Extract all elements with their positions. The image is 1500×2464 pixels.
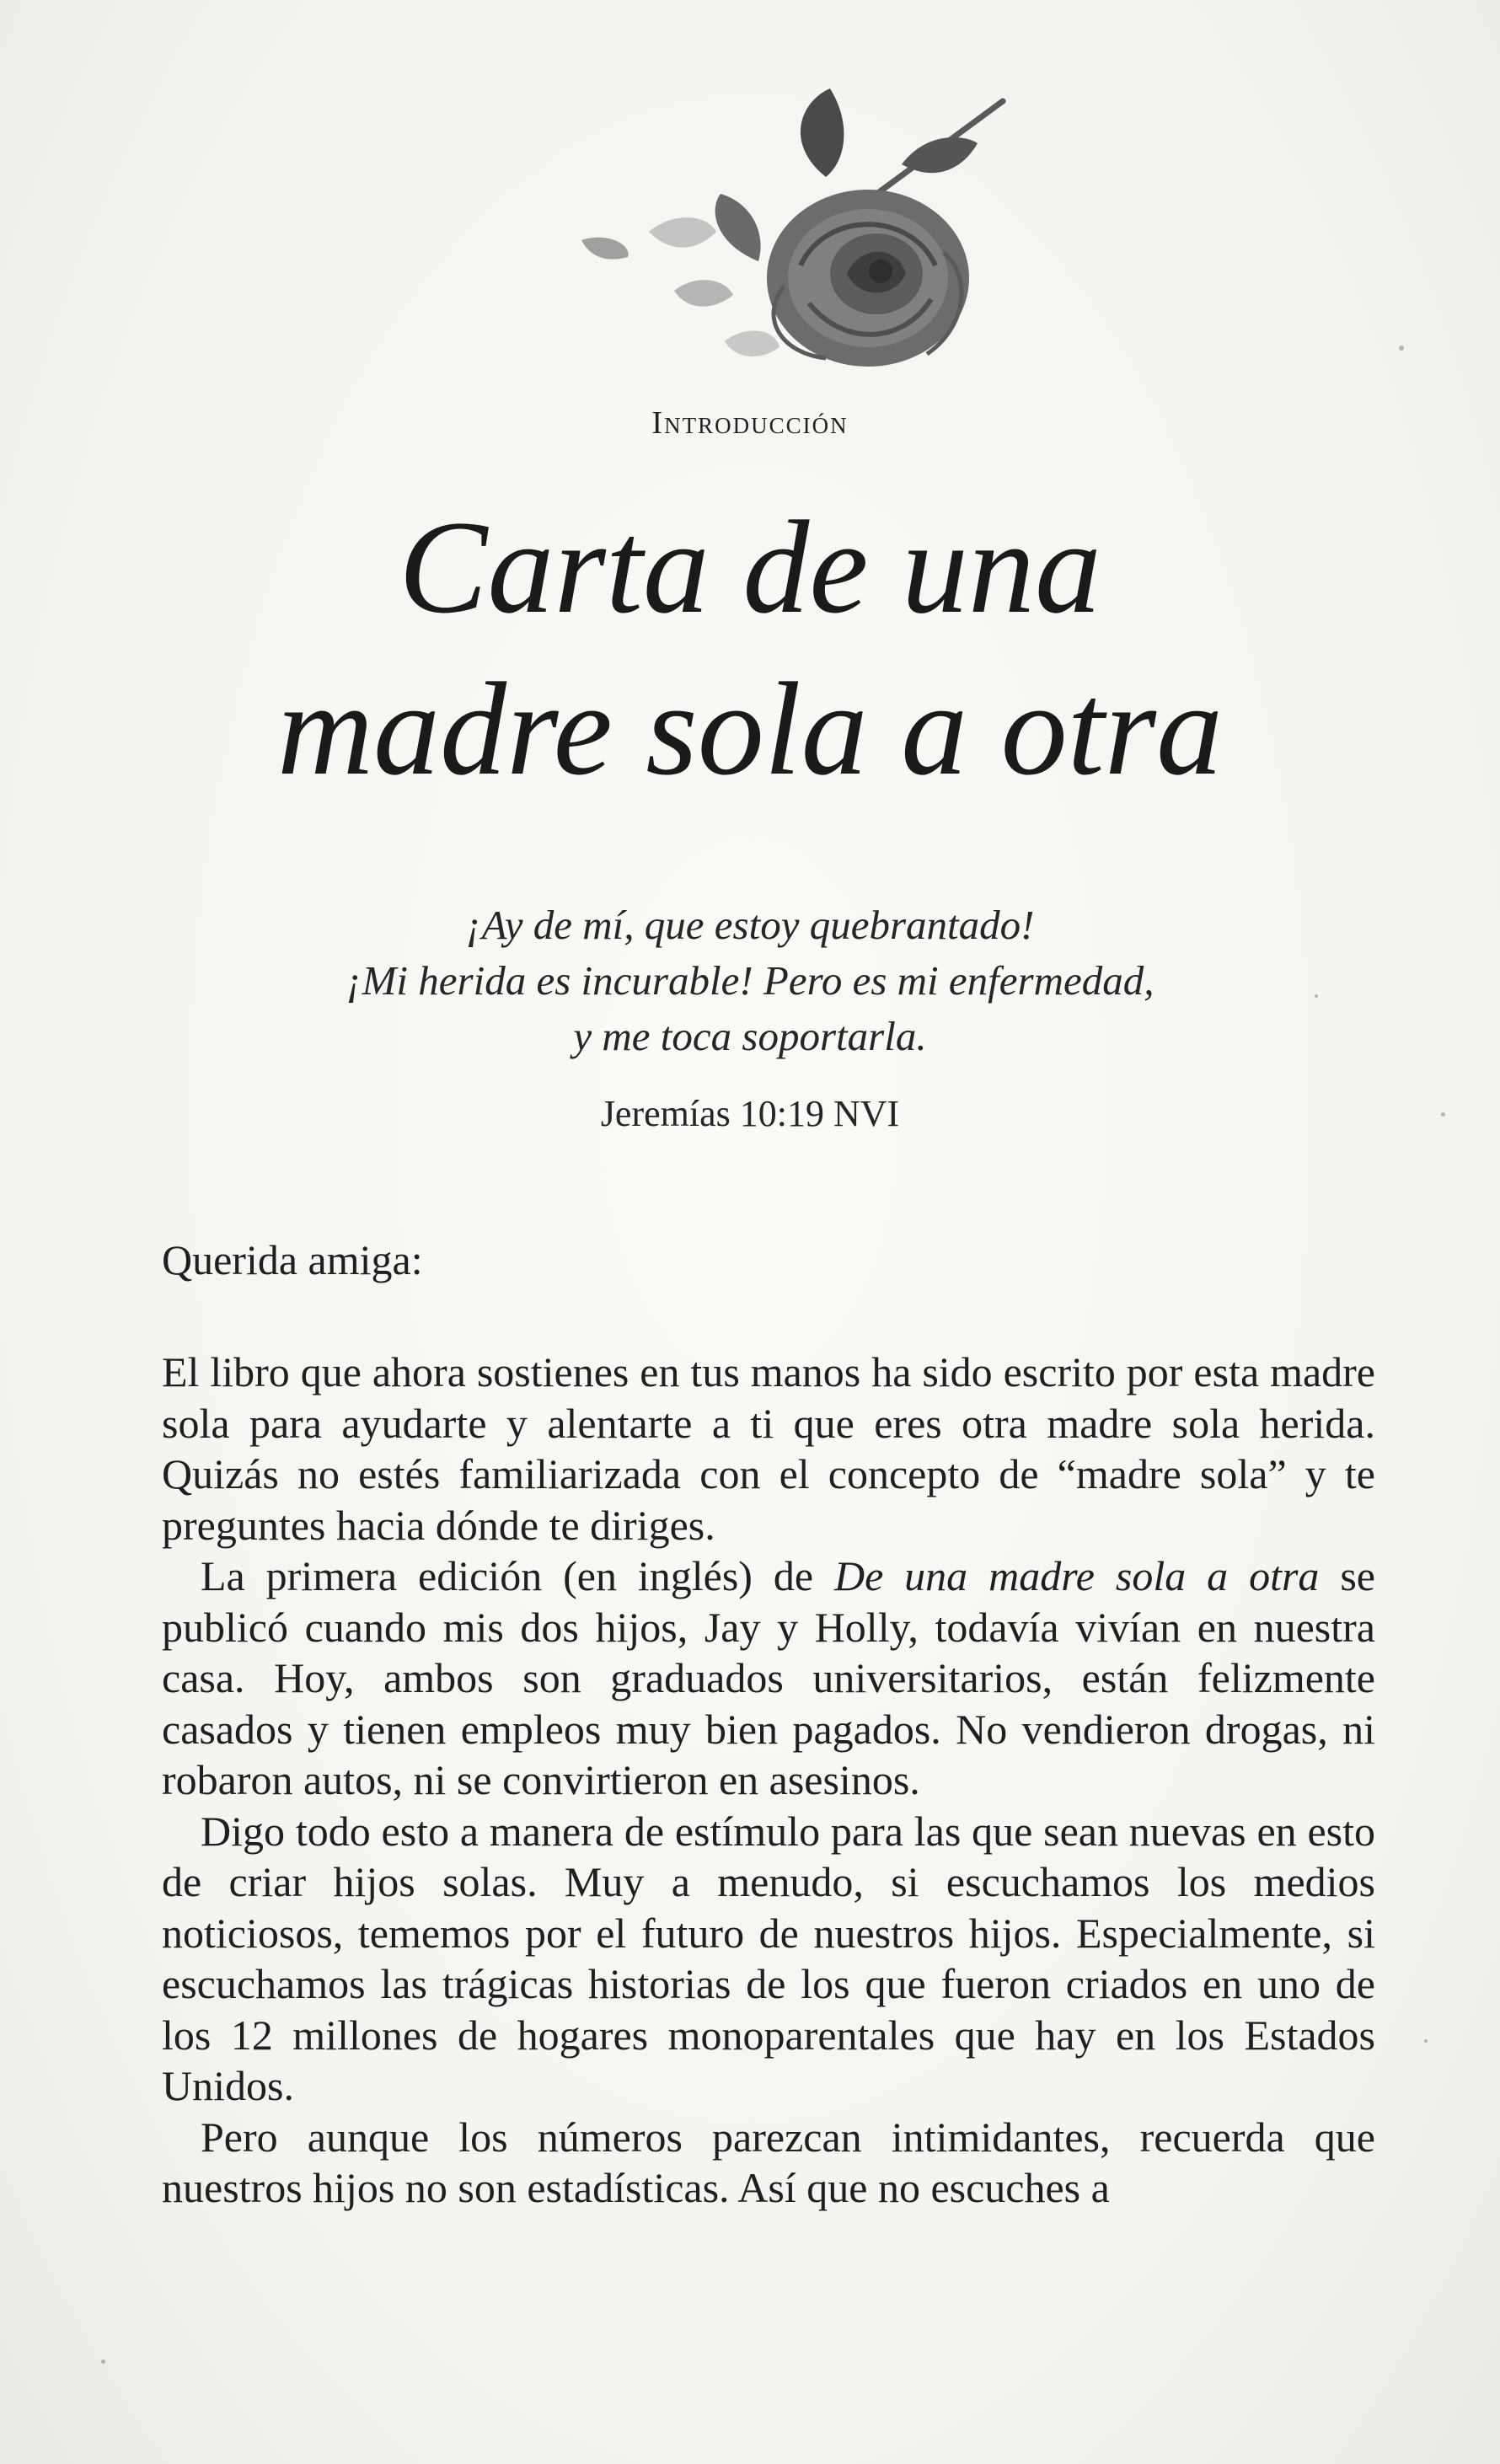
chapter-title-line-1: Carta de una [399,494,1101,641]
paper-speck [1424,2039,1428,2043]
chapter-title [0,487,1500,811]
paper-speck [1441,1112,1445,1117]
letter-paragraph-3: Digo todo esto a manera de estímulo para las que sean nuevas en esto de criar hijos solas. Muy a menudo, si escuchamos los medios noticiosos, tememos por el futuro de nuestros hijos. Especialmente, si escuchamos las trágicas historias de los que fueron criados en uno de los 12 millones de hogares monoparentales que hay en los Estados Unidos. [162,1807,1375,2109]
epigraph-line-1: ¡Ay de mí, que estoy quebrantado! [465,902,1035,948]
paper-speck [1399,345,1404,351]
letter-paragraph-4: Pero aunque los números parezcan intimidantes, recuerda que nuestros hijos no son estadísticas. Así que no escuches a [162,2113,1375,2211]
chapter-title-line-2: madre sola a otra [276,656,1224,803]
epigraph-line-2: ¡Mi herida es incurable! Pero es mi enfermedad, [346,957,1154,1004]
rose-icon [506,84,1028,404]
epigraph [169,897,1331,1064]
chapter-kicker: Introducción [651,405,849,441]
letter-paragraph-1: El libro que ahora sostienes en tus manos ha sido escrito por esta madre sola para ayudarte y alentarte a ti que eres otra madre sola herida. Quizás no estés familiarizada con el concepto de “madre sola” y te preguntes hacia dónde te diriges. [162,1348,1375,1549]
epigraph-reference: Jeremías 10:19 NVI [600,1093,900,1134]
letter-paragraph-2-after: se publicó cuando mis dos hijos, Jay y Holly, todavía vivían en nuestra casa. Hoy, ambos son graduados universitarios, están felizmente casados y tienen empleos muy bien pagados. No vendieron drogas, ni robaron autos, ni se convirtieron en asesinos. [162,1552,1375,1803]
letter-paragraph-2 [162,1551,1375,1806]
paper-speck [101,2360,105,2364]
letter-body [162,1347,1375,2214]
letter-salutation: Querida amiga: [162,1236,423,1283]
letter-paragraph-2-before: La primera edición (en inglés) de [201,1552,834,1599]
book-title: De una madre sola a otra [833,1552,1320,1599]
epigraph-line-3: y me toca soportarla. [573,1013,927,1059]
paper-speck [1315,994,1318,998]
